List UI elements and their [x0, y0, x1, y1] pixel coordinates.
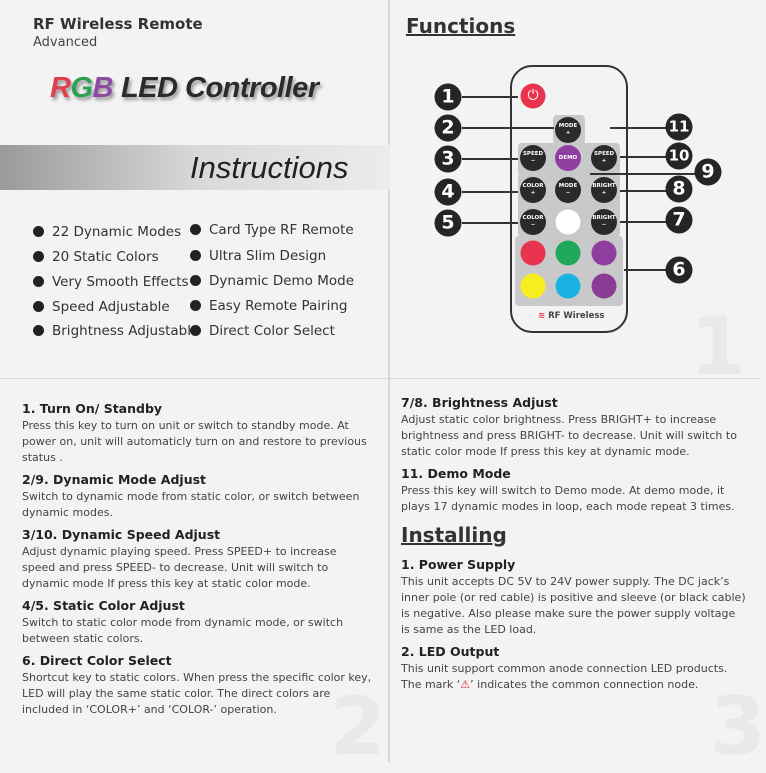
callout-line [620, 156, 666, 158]
callout-line [462, 127, 554, 129]
callout-5: 5 [435, 210, 462, 237]
button-label: SPEED [522, 151, 544, 157]
mode-plus-button[interactable] [555, 117, 581, 143]
section-text: Press this key will switch to Demo mode. At demo mode, it plays 17 dynamic modes in loop, each mode repeat 3 times. [401, 484, 735, 513]
button-label: COLOR [522, 215, 544, 221]
bright-minus-button[interactable] [591, 209, 617, 235]
callout-9: 9 [695, 159, 722, 186]
section-text: Adjust static color brightness. Press BRIGHT+ to increase brightness and press BRIGHT- to decrease. Unit will switch to static color mode If press this key at dynamic mode. [401, 413, 737, 458]
section-title: 6. Direct Color Select [22, 653, 172, 668]
callout-1: 1 [435, 84, 462, 111]
remote-footer [538, 311, 604, 321]
mode-minus-button[interactable] [555, 177, 581, 203]
feature-item: Ultra Slim Design [190, 248, 326, 264]
page-fold [0, 378, 760, 379]
button-label: DEMO [558, 155, 578, 161]
page-number: 3 [710, 680, 766, 773]
remote-footer-label: RF Wireless [548, 311, 605, 321]
callout-line [462, 222, 518, 224]
color-red-button[interactable] [521, 241, 546, 266]
section [22, 527, 372, 592]
right-sections [401, 395, 746, 699]
feature-item: 20 Static Colors [33, 249, 159, 265]
section-text: Adjust dynamic playing speed. Press SPEED+ to increase speed and press SPEED- to decrease. Unit will switch to dynamic mode If press this key at static color mode. [22, 545, 337, 590]
color-green-button[interactable] [556, 241, 581, 266]
text: This unit support common anode connection LED products. The mark ‘ [401, 662, 728, 691]
section [401, 466, 746, 515]
power-icon: ⏻ [527, 87, 539, 104]
callout-line [624, 269, 666, 271]
button-sign: − [565, 190, 571, 196]
feature-item: Direct Color Select [190, 323, 335, 339]
button-label: MODE [558, 123, 578, 129]
section-title: 4/5. Static Color Adjust [22, 598, 185, 613]
callout-4: 4 [435, 179, 462, 206]
section-text: Switch to static color mode from dynamic mode, or switch between static colors. [22, 616, 344, 645]
demo-button[interactable] [555, 145, 581, 171]
callout-7: 7 [666, 207, 693, 234]
wireless-icon: ≋ [538, 311, 549, 321]
callout-6: 6 [666, 257, 693, 284]
feature-item: Dynamic Demo Mode [190, 273, 354, 289]
button-label: COLOR [522, 183, 544, 189]
speed-plus-button[interactable] [591, 145, 617, 171]
color-white-button[interactable] [556, 210, 581, 235]
speed-minus-button[interactable] [520, 145, 546, 171]
feature-item: 22 Dynamic Modes [33, 224, 181, 240]
section [22, 401, 372, 466]
feature-item: Brightness Adjustable [33, 323, 199, 339]
logo-text: LED Controller [120, 72, 319, 104]
product-subtitle: Advanced [33, 35, 98, 50]
color-violet-button[interactable] [592, 274, 617, 299]
bright-plus-button[interactable] [591, 177, 617, 203]
section-title: 1. Turn On/ Standby [22, 401, 163, 416]
callout-line [462, 191, 518, 193]
section [401, 644, 746, 693]
color-yellow-button[interactable] [521, 274, 546, 299]
section [22, 653, 372, 718]
logo-r: R [50, 72, 71, 104]
button-sign: − [530, 222, 536, 228]
section-text: Switch to dynamic mode from static color, or switch between dynamic modes. [22, 490, 360, 519]
logo-g: G [70, 72, 93, 104]
page-number: 2 [330, 680, 386, 773]
section-text: This unit accepts DC 5V to 24V power supply. The DC jack’s inner pole (or red cable) is positive and sleeve (or black cable) is negative. Also please make sure the power supply voltage is same as the LED load. [401, 575, 746, 636]
logo [50, 72, 319, 105]
feature-item: Easy Remote Pairing [190, 298, 347, 314]
page-number: 1 [690, 300, 746, 393]
button-label: MODE [558, 183, 578, 189]
button-label: BRIGHT [592, 183, 616, 189]
callout-11: 11 [666, 114, 693, 141]
section-title: 3/10. Dynamic Speed Adjust [22, 527, 221, 542]
callout-line [620, 190, 666, 192]
section [22, 598, 372, 647]
callout-line [610, 127, 666, 129]
button-sign: − [530, 158, 536, 164]
color-purple-button[interactable] [592, 241, 617, 266]
common-anode-mark-icon: ⚠ [460, 678, 471, 691]
text: ’ indicates the common connection node. [470, 678, 699, 691]
button-sign: + [530, 190, 536, 196]
section-title: 1. Power Supply [401, 557, 516, 572]
section-text: Press this key to turn on unit or switch to standby mode. At power on, unit will automaticly turn on and restore to previous status . [22, 419, 367, 464]
callout-2: 2 [435, 115, 462, 142]
instructions-title: Instructions [190, 150, 349, 185]
button-sign: + [565, 130, 571, 136]
section-text: Shortcut key to static colors. When press the specific color key, LED will play the same static color. The direct colors are included in ‘COLOR+’ and ‘COLOR-’ operation. [22, 671, 372, 716]
logo-b: B [92, 72, 113, 104]
callout-line [620, 221, 666, 223]
product-title: RF Wireless Remote [33, 15, 203, 33]
callout-line [462, 96, 518, 98]
left-sections [22, 401, 372, 724]
installing-title: Installing [401, 523, 507, 547]
feature-item: Card Type RF Remote [190, 222, 354, 238]
section-title: 2. LED Output [401, 644, 500, 659]
button-sign: − [601, 222, 607, 228]
section-text [401, 661, 746, 693]
button-label: SPEED [593, 151, 615, 157]
page-fold [388, 0, 390, 762]
feature-item: Speed Adjustable [33, 299, 170, 315]
section-title: 11. Demo Mode [401, 466, 511, 481]
callout-8: 8 [666, 176, 693, 203]
feature-item: Very Smooth Effects [33, 274, 189, 290]
button-sign: + [601, 158, 607, 164]
callout-3: 3 [435, 146, 462, 173]
section-title: 2/9. Dynamic Mode Adjust [22, 472, 207, 487]
power-button[interactable] [521, 84, 546, 109]
section-title: 7/8. Brightness Adjust [401, 395, 558, 410]
button-sign: + [601, 190, 607, 196]
callout-10: 10 [666, 143, 693, 170]
functions-title: Functions [406, 14, 516, 38]
section [22, 472, 372, 521]
color-plus-button[interactable] [520, 177, 546, 203]
button-label: BRIGHT [592, 215, 616, 221]
color-minus-button[interactable] [520, 209, 546, 235]
color-cyan-button[interactable] [556, 274, 581, 299]
section [401, 395, 746, 460]
section [401, 557, 746, 638]
callout-line [462, 158, 518, 160]
